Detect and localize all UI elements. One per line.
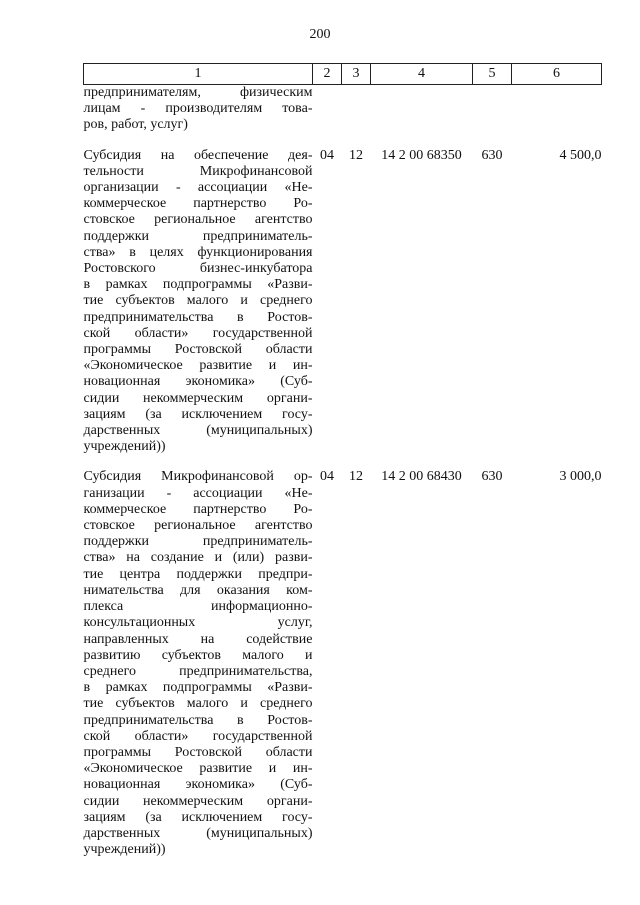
row-spacer-cell [84,455,602,469]
column-header-4: 4 [371,64,473,85]
expense-type-code: 630 [481,469,503,485]
row-spacer [84,455,602,469]
amount: 4 500,0 [559,147,602,163]
description-line: тие центра поддержки предпри- [83,566,313,582]
target-article-code [371,85,473,134]
description-line: среднего предпринимательства, [83,663,313,679]
column-header-2: 2 [313,64,342,85]
description-line: новационная экономика» (Суб- [83,374,313,390]
table-row [84,148,602,456]
description-line: тие субъектов малого и среднего [83,293,313,309]
amount: 3 000,0 [559,469,602,485]
target-article-code: 14 2 00 68430 [381,469,462,485]
description-line: Ростовского бизнес-инкубатора [83,261,313,277]
description-line: плекса информационно- [83,599,313,615]
description-line: сидии некоммерческим органи- [83,793,313,809]
description-line: сидии некоммерческим органи- [83,390,313,406]
description-line: предпринимателям, физическим [83,85,313,100]
row-description [84,469,313,858]
subsection-code: 12 [349,147,363,163]
row-description [84,148,313,456]
section-code: 04 [320,147,334,163]
description-line: в рамках подпрограммы «Разви- [83,680,313,696]
description-line: дарственных (муниципальных) [83,825,313,841]
column-header-5: 5 [473,64,512,85]
column-header-1: 1 [84,64,313,85]
section-code: 04 [320,469,334,485]
description-line: нимательства для оказания ком- [83,582,313,598]
amount [512,85,602,134]
description-line: дарственных (муниципальных) [83,423,313,439]
description-line: зациям (за исключением госу- [83,406,313,422]
row-spacer [84,134,602,148]
description-line: ской области» государственной [83,728,313,744]
subsection-code: 12 [349,469,363,485]
description-line: ров, работ, услуг) [83,117,188,133]
table-row [84,85,602,134]
row-description [84,85,313,134]
description-line: организации - ассоциации «Не- [83,180,313,196]
description-line: предпринимательства в Ростов- [83,712,313,728]
description-line: программы Ростовской области [83,744,313,760]
description-line: новационная экономика» (Суб- [83,777,313,793]
expense-type-code [473,85,512,134]
description-line: направленных на содействие [83,631,313,647]
column-header-6: 6 [512,64,602,85]
description-line: стовское региональное агентство [83,518,313,534]
description-line: предпринимательства в Ростов- [83,309,313,325]
description-line: учреждений)) [83,842,166,858]
target-article-code: 14 2 00 68350 [381,147,462,163]
description-line: ства» в целях функционирования [83,244,313,260]
subsection-code [342,85,371,134]
description-line: ской области» государственной [83,325,313,341]
description-line: консультационных услуг, [83,615,313,631]
description-line: поддержки предприниматель- [83,534,313,550]
description-line: стовское региональное агентство [83,212,313,228]
description-line: ганизации - ассоциации «Не- [83,485,313,501]
budget-table [83,63,602,858]
description-line: лицам - производителям това- [83,101,313,117]
description-line: Субсидия на обеспечение дея- [83,147,313,163]
page-number: 200 [309,27,331,42]
table-row [84,469,602,858]
section-code [313,85,342,134]
description-line: программы Ростовской области [83,342,313,358]
description-line: в рамках подпрограммы «Разви- [83,277,313,293]
description-line: «Экономическое развитие и ин- [83,358,313,374]
description-line: поддержки предприниматель- [83,228,313,244]
description-line: зациям (за исключением госу- [83,809,313,825]
description-line: «Экономическое развитие и ин- [83,761,313,777]
description-line: учреждений)) [83,439,166,455]
description-line: развитию субъектов малого и [83,647,313,663]
description-line: Субсидия Микрофинансовой ор- [83,469,313,485]
row-spacer-cell [84,134,602,148]
expense-type-code: 630 [481,147,503,163]
description-line: ства» на создание и (или) разви- [83,550,313,566]
description-line: коммерческое партнерство Ро- [83,196,313,212]
description-line: тельности Микрофинансовой [83,163,313,179]
column-header-3: 3 [342,64,371,85]
description-line: коммерческое партнерство Ро- [83,501,313,517]
description-line: тие субъектов малого и среднего [83,696,313,712]
column-number-header [84,64,602,85]
